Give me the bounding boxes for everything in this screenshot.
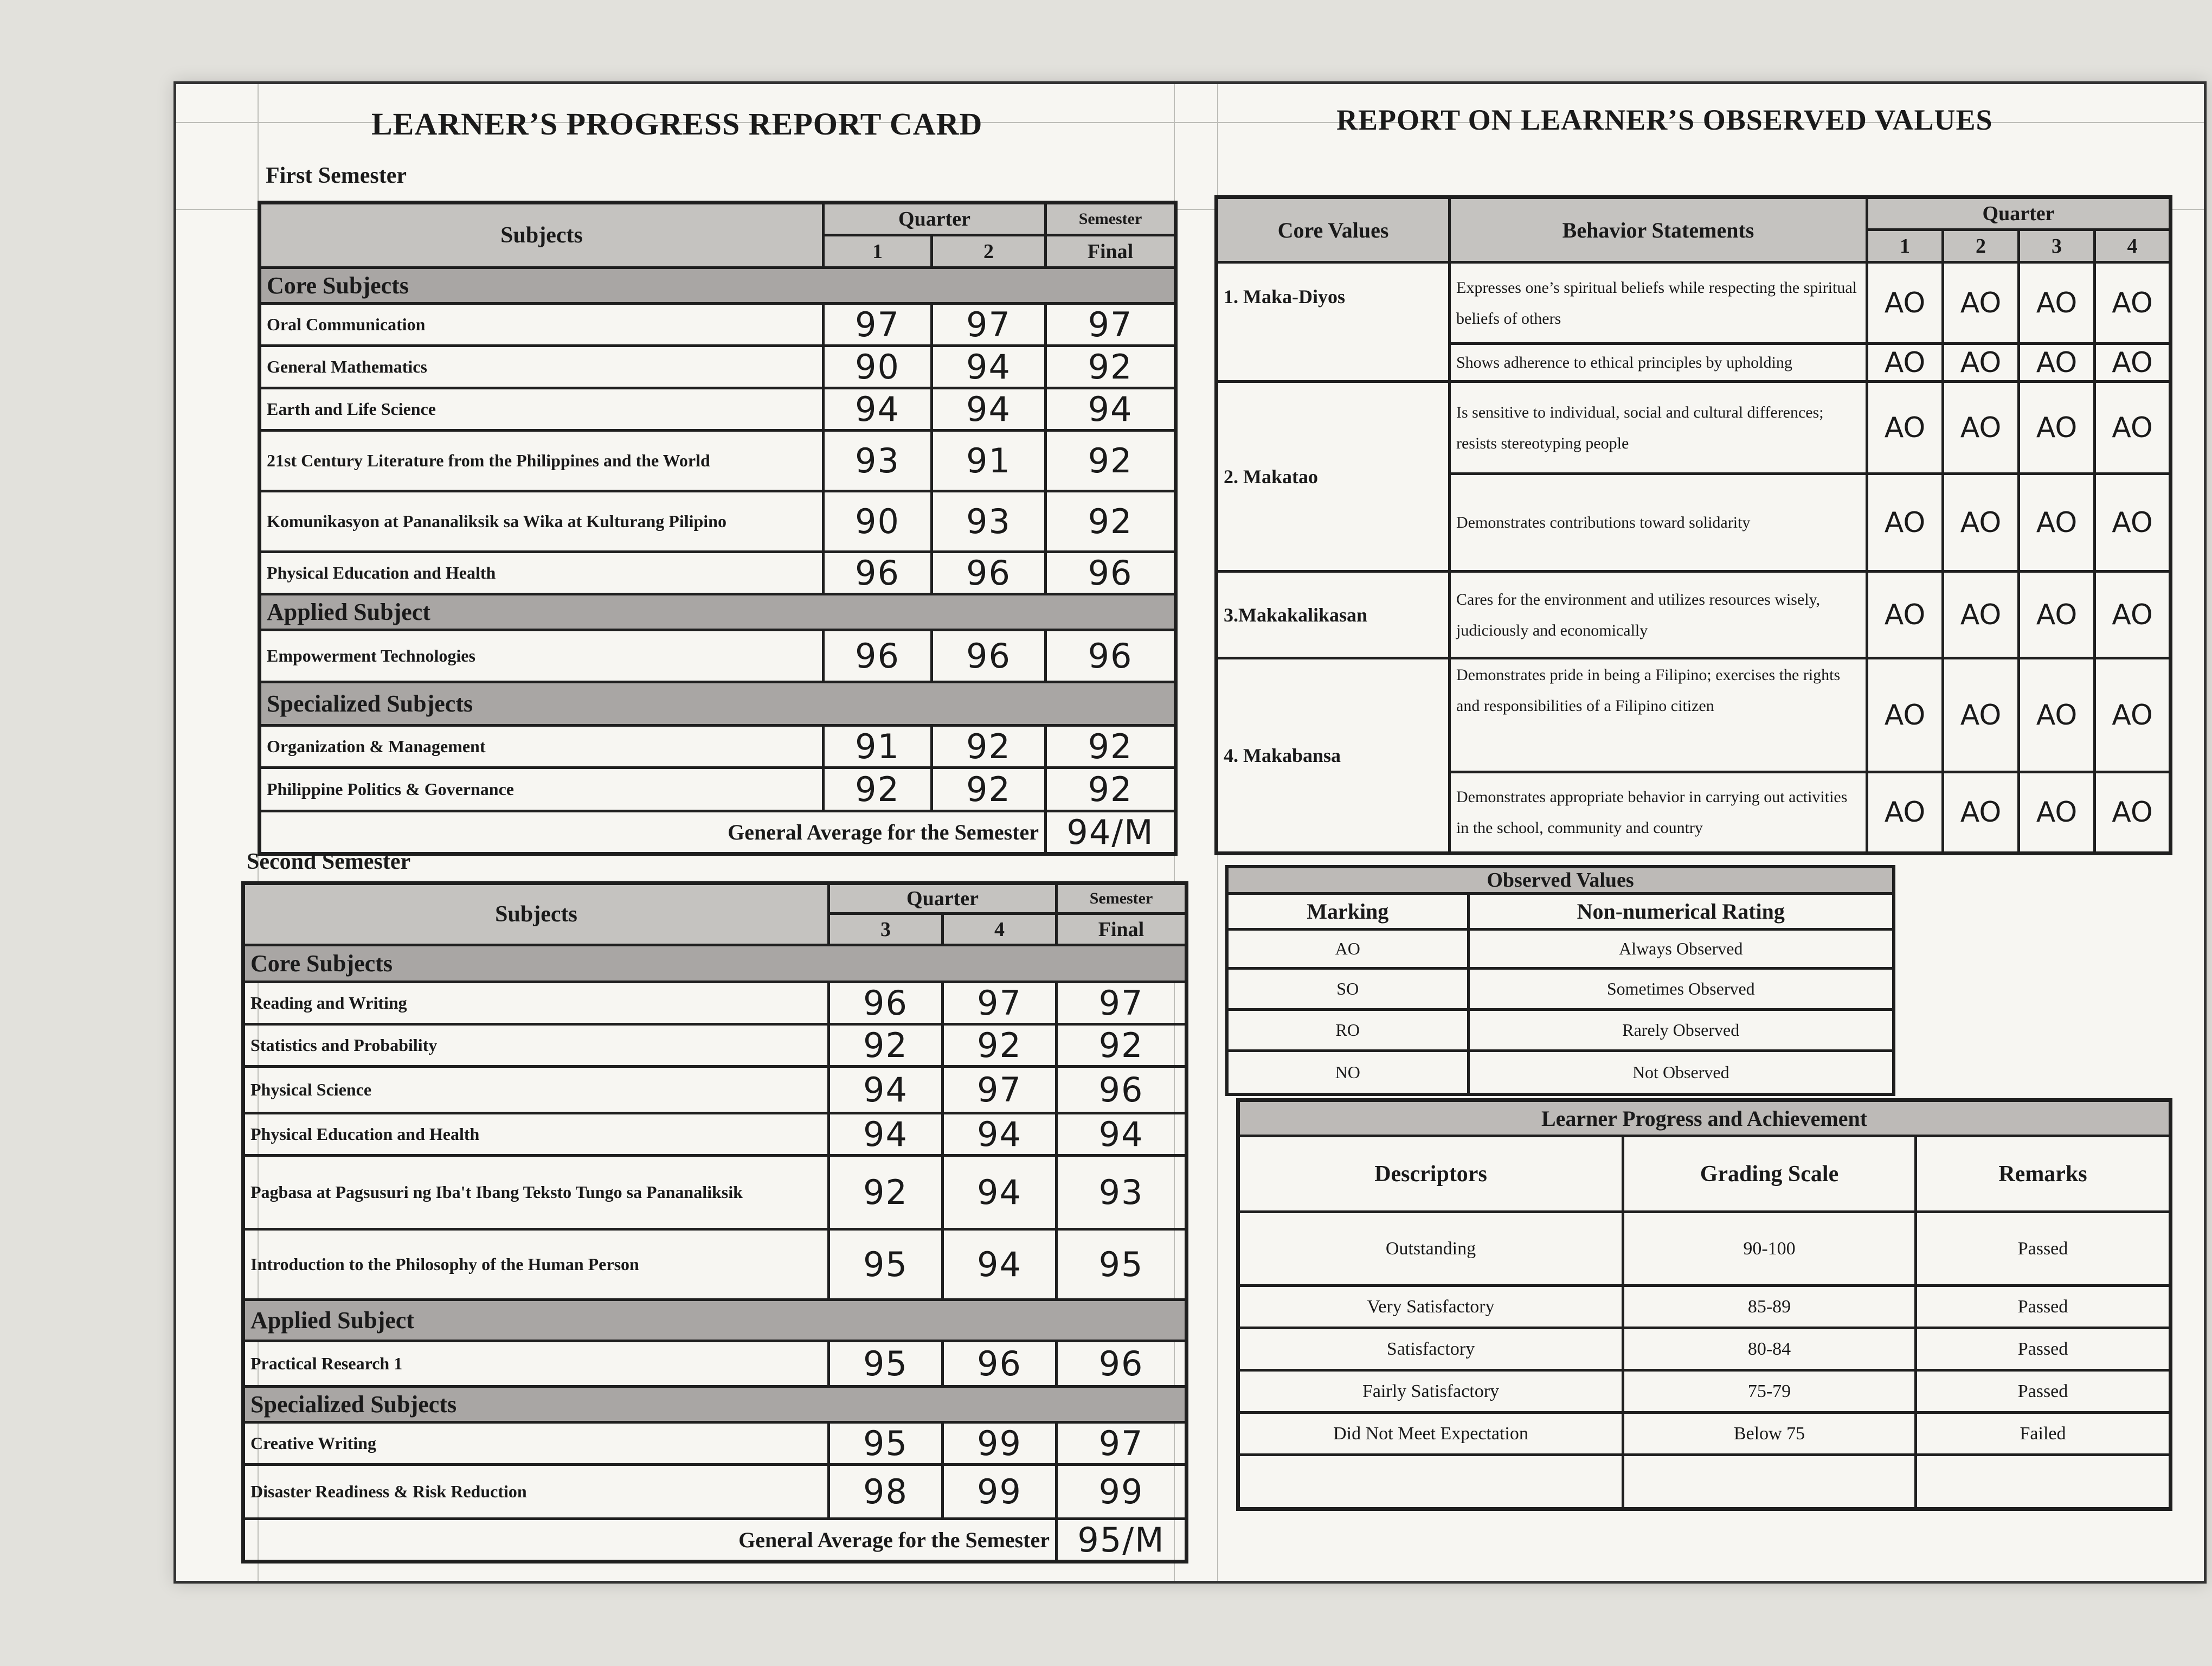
remark: Passed (1916, 1328, 2171, 1370)
second-semester-table (241, 881, 1188, 1564)
descriptors-header: Descriptors (1238, 1136, 1623, 1212)
table-row (1238, 1328, 2171, 1370)
rating-mark: AO (1867, 572, 1943, 658)
rating-mark: AO (1943, 658, 2019, 772)
second-semester-label: Second Semester (247, 849, 411, 874)
rating-mark: AO (2019, 474, 2095, 572)
core-values-table (1214, 195, 2172, 855)
empty-cell (1238, 1455, 1623, 1509)
grade-q3: 92 (829, 1156, 943, 1229)
grade-q3: 92 (829, 1024, 943, 1067)
table-row (260, 726, 1176, 768)
grade-final: 96 (1057, 1341, 1187, 1387)
table-row (243, 982, 1187, 1024)
subject-name: Disaster Readiness & Risk Reduction (243, 1465, 829, 1519)
specialized-subjects-section: Specialized Subjects (243, 1387, 1187, 1422)
table-row (260, 552, 1176, 594)
grade-q2: 94 (932, 388, 1046, 431)
core-values-header: Core Values (1217, 197, 1450, 262)
rating-mark: AO (2095, 474, 2171, 572)
subject-name: Organization & Management (260, 726, 824, 768)
general-average-label: General Average for the Semester (243, 1519, 1057, 1562)
general-average-value: 95/M (1057, 1519, 1187, 1562)
grade-q1: 97 (824, 304, 932, 346)
grade-q4: 99 (943, 1465, 1057, 1519)
general-average-value: 94/M (1046, 811, 1176, 854)
rating-mark: AO (1943, 382, 2019, 474)
grade-q3: 95 (829, 1229, 943, 1300)
behavior-statement: Is sensitive to individual, social and cultural differences; resists stereotyping people (1450, 382, 1867, 474)
grade-q4: 92 (943, 1024, 1057, 1067)
grade-q4: 94 (943, 1156, 1057, 1229)
rating-description: Always Observed (1468, 930, 1894, 969)
core-value-label: 1. Maka-Diyos (1217, 262, 1450, 382)
remark: Passed (1916, 1370, 2171, 1413)
rating-mark: AO (1943, 262, 2019, 344)
quarter-header: Quarter (829, 883, 1057, 914)
grade-q3: 98 (829, 1465, 943, 1519)
grade-q2: 93 (932, 491, 1046, 552)
grade-q1: 96 (824, 552, 932, 594)
grade-final: 99 (1057, 1465, 1187, 1519)
grade-q1: 90 (824, 491, 932, 552)
rating-mark: AO (2095, 572, 2171, 658)
achievement-heading: Learner Progress and Achievement (1238, 1100, 2171, 1136)
rating-mark: AO (1867, 344, 1943, 382)
rating-description: Sometimes Observed (1468, 969, 1894, 1010)
remark: Failed (1916, 1413, 2171, 1455)
descriptor: Fairly Satisfactory (1238, 1370, 1623, 1413)
report-card-sheet (173, 81, 2207, 1584)
table-row (1217, 572, 2171, 658)
rating-mark: AO (1867, 262, 1943, 344)
descriptor: Satisfactory (1238, 1328, 1623, 1370)
grade-final: 92 (1046, 768, 1176, 811)
marking-header: Marking (1227, 894, 1468, 930)
grade-q1: 93 (824, 431, 932, 491)
grade-final: 96 (1046, 630, 1176, 682)
behavior-statement: Demonstrates contributions toward solidarity (1450, 474, 1867, 572)
rating-mark: AO (2095, 772, 2171, 854)
grade-q4: 99 (943, 1422, 1057, 1465)
rating-mark: AO (1943, 474, 2019, 572)
table-row (243, 1465, 1187, 1519)
rating-header: Non-numerical Rating (1468, 894, 1894, 930)
rating-mark: AO (2019, 572, 2095, 658)
behavior-statement: Expresses one’s spiritual beliefs while respecting the spiritual beliefs of others (1450, 262, 1867, 344)
table-row (1238, 1286, 2171, 1328)
table-row (1238, 1413, 2171, 1455)
grade-q3: 94 (829, 1067, 943, 1113)
quarter-2-header: 2 (932, 235, 1046, 268)
rating-mark: AO (1943, 344, 2019, 382)
marking-code: AO (1227, 930, 1468, 969)
grading-scale: 80-84 (1623, 1328, 1916, 1370)
grade-q4: 96 (943, 1341, 1057, 1387)
table-row (260, 768, 1176, 811)
rating-mark: AO (2019, 262, 2095, 344)
subject-name: Introduction to the Philosophy of the Human Person (243, 1229, 829, 1300)
rating-mark: AO (2019, 344, 2095, 382)
marking-code: SO (1227, 969, 1468, 1010)
subjects-header: Subjects (243, 883, 829, 945)
behavior-statement: Shows adherence to ethical principles by upholding (1450, 344, 1867, 382)
grade-final: 94 (1046, 388, 1176, 431)
core-value-label: 4. Makabansa (1217, 658, 1450, 854)
table-row (243, 1422, 1187, 1465)
rating-mark: AO (2019, 382, 2095, 474)
grade-final: 96 (1057, 1067, 1187, 1113)
list-item (1227, 930, 1894, 969)
descriptor: Very Satisfactory (1238, 1286, 1623, 1328)
subject-name: General Mathematics (260, 346, 824, 388)
grade-q2: 94 (932, 346, 1046, 388)
remarks-header: Remarks (1916, 1136, 2171, 1212)
grade-q1: 90 (824, 346, 932, 388)
empty-cell (1623, 1455, 1916, 1509)
rating-mark: AO (1867, 474, 1943, 572)
rating-mark: AO (1943, 772, 2019, 854)
rating-mark: AO (2019, 772, 2095, 854)
grade-q3: 95 (829, 1422, 943, 1465)
grade-q2: 92 (932, 768, 1046, 811)
behavior-statement: Cares for the environment and utilizes resources wisely, judiciously and economically (1450, 572, 1867, 658)
rating-mark: AO (1943, 572, 2019, 658)
empty-cell (1916, 1455, 2171, 1509)
grade-q2: 96 (932, 630, 1046, 682)
grade-final: 95 (1057, 1229, 1187, 1300)
remark: Passed (1916, 1286, 2171, 1328)
grade-final: 92 (1046, 726, 1176, 768)
semester-header: Semester (1057, 883, 1187, 914)
specialized-subjects-section: Specialized Subjects (260, 682, 1176, 726)
subjects-header: Subjects (260, 203, 824, 268)
grade-final: 97 (1057, 1422, 1187, 1465)
grade-q4: 94 (943, 1229, 1057, 1300)
core-value-label: 3.Makakalikasan (1217, 572, 1450, 658)
table-row (1238, 1455, 2171, 1509)
general-average-label: General Average for the Semester (260, 811, 1046, 854)
progress-report-title: LEARNER’S PROGRESS REPORT CARD (371, 106, 983, 142)
table-row (1217, 658, 2171, 772)
grade-final: 97 (1046, 304, 1176, 346)
subject-name: Pagbasa at Pagsusuri ng Iba't Ibang Teksto Tungo sa Pananaliksik (243, 1156, 829, 1229)
quarter-4-header: 4 (2095, 230, 2171, 262)
behavior-statement: Demonstrates appropriate behavior in carrying out activities in the school, community and country (1450, 772, 1867, 854)
subject-name: Oral Communication (260, 304, 824, 346)
rating-mark: AO (2095, 262, 2171, 344)
grading-scale: Below 75 (1623, 1413, 1916, 1455)
subject-name: Earth and Life Science (260, 388, 824, 431)
rating-mark: AO (2095, 382, 2171, 474)
subject-name: Statistics and Probability (243, 1024, 829, 1067)
quarter-1-header: 1 (1867, 230, 1943, 262)
subject-name: 21st Century Literature from the Philippines and the World (260, 431, 824, 491)
quarter-header: Quarter (824, 203, 1046, 235)
grade-q4: 94 (943, 1113, 1057, 1156)
subject-name: Physical Education and Health (260, 552, 824, 594)
grade-q4: 97 (943, 982, 1057, 1024)
applied-subject-section: Applied Subject (243, 1300, 1187, 1341)
grade-q1: 96 (824, 630, 932, 682)
rating-mark: AO (1867, 658, 1943, 772)
table-row (1238, 1212, 2171, 1286)
grading-scale-header: Grading Scale (1623, 1136, 1916, 1212)
subject-name: Physical Science (243, 1067, 829, 1113)
grade-q2: 97 (932, 304, 1046, 346)
table-row (243, 1024, 1187, 1067)
table-row (1238, 1370, 2171, 1413)
subject-name: Empowerment Technologies (260, 630, 824, 682)
grade-final: 92 (1046, 346, 1176, 388)
grade-q1: 91 (824, 726, 932, 768)
table-row (1217, 262, 2171, 344)
grade-final: 94 (1057, 1113, 1187, 1156)
rating-mark: AO (2095, 658, 2171, 772)
grade-final: 92 (1046, 431, 1176, 491)
table-row (260, 630, 1176, 682)
core-subjects-section: Core Subjects (260, 268, 1176, 304)
grading-scale: 90-100 (1623, 1212, 1916, 1286)
grade-q3: 96 (829, 982, 943, 1024)
rating-mark: AO (1867, 382, 1943, 474)
table-row (243, 1156, 1187, 1229)
semester-header: Semester (1046, 203, 1176, 235)
quarter-4-header: 4 (943, 914, 1057, 945)
list-item (1227, 969, 1894, 1010)
first-semester-table (258, 201, 1178, 856)
table-row (260, 491, 1176, 552)
rating-mark: AO (2095, 344, 2171, 382)
quarter-1-header: 1 (824, 235, 932, 268)
table-row (243, 1067, 1187, 1113)
grade-final: 96 (1046, 552, 1176, 594)
grading-scale: 85-89 (1623, 1286, 1916, 1328)
grading-scale: 75-79 (1623, 1370, 1916, 1413)
list-item (1227, 1010, 1894, 1051)
grade-final: 92 (1057, 1024, 1187, 1067)
grade-q2: 92 (932, 726, 1046, 768)
marking-code: NO (1227, 1051, 1468, 1094)
remark: Passed (1916, 1212, 2171, 1286)
quarter-3-header: 3 (2019, 230, 2095, 262)
grade-q2: 91 (932, 431, 1046, 491)
first-semester-label: First Semester (266, 163, 407, 188)
grade-final: 97 (1057, 982, 1187, 1024)
rating-mark: AO (1867, 772, 1943, 854)
table-row (243, 1229, 1187, 1300)
grade-q1: 94 (824, 388, 932, 431)
table-row (1217, 382, 2171, 474)
subject-name: Reading and Writing (243, 982, 829, 1024)
learner-achievement-table (1236, 1098, 2172, 1511)
subject-name: Creative Writing (243, 1422, 829, 1465)
subject-name: Physical Education and Health (243, 1113, 829, 1156)
grade-q3: 95 (829, 1341, 943, 1387)
final-header: Final (1046, 235, 1176, 268)
quarter-2-header: 2 (1943, 230, 2019, 262)
table-row (260, 304, 1176, 346)
rating-description: Not Observed (1468, 1051, 1894, 1094)
core-value-label: 2. Makatao (1217, 382, 1450, 572)
descriptor: Did Not Meet Expectation (1238, 1413, 1623, 1455)
core-subjects-section: Core Subjects (243, 945, 1187, 982)
rating-description: Rarely Observed (1468, 1010, 1894, 1051)
grade-final: 92 (1046, 491, 1176, 552)
grade-q1: 92 (824, 768, 932, 811)
table-row (260, 388, 1176, 431)
subject-name: Komunikasyon at Pananaliksik sa Wika at Kulturang Pilipino (260, 491, 824, 552)
final-header: Final (1057, 914, 1187, 945)
grade-q3: 94 (829, 1113, 943, 1156)
quarter-3-header: 3 (829, 914, 943, 945)
table-row (260, 431, 1176, 491)
list-item (1227, 1051, 1894, 1094)
observed-values-heading: Observed Values (1227, 867, 1894, 894)
grade-final: 93 (1057, 1156, 1187, 1229)
grade-q2: 96 (932, 552, 1046, 594)
marking-code: RO (1227, 1010, 1468, 1051)
table-row (260, 346, 1176, 388)
table-row (243, 1113, 1187, 1156)
subject-name: Philippine Politics & Governance (260, 768, 824, 811)
rating-mark: AO (2019, 658, 2095, 772)
behavior-statement: Demonstrates pride in being a Filipino; exercises the rights and responsibilities of a Filipino citizen (1450, 658, 1867, 772)
behavior-statements-header: Behavior Statements (1450, 197, 1867, 262)
quarter-header: Quarter (1867, 197, 2171, 230)
applied-subject-section: Applied Subject (260, 594, 1176, 630)
subject-name: Practical Research 1 (243, 1341, 829, 1387)
observed-values-legend (1225, 865, 1895, 1096)
descriptor: Outstanding (1238, 1212, 1623, 1286)
observed-values-title: REPORT ON LEARNER’S OBSERVED VALUES (1336, 104, 1993, 136)
grade-q4: 97 (943, 1067, 1057, 1113)
table-row (243, 1341, 1187, 1387)
